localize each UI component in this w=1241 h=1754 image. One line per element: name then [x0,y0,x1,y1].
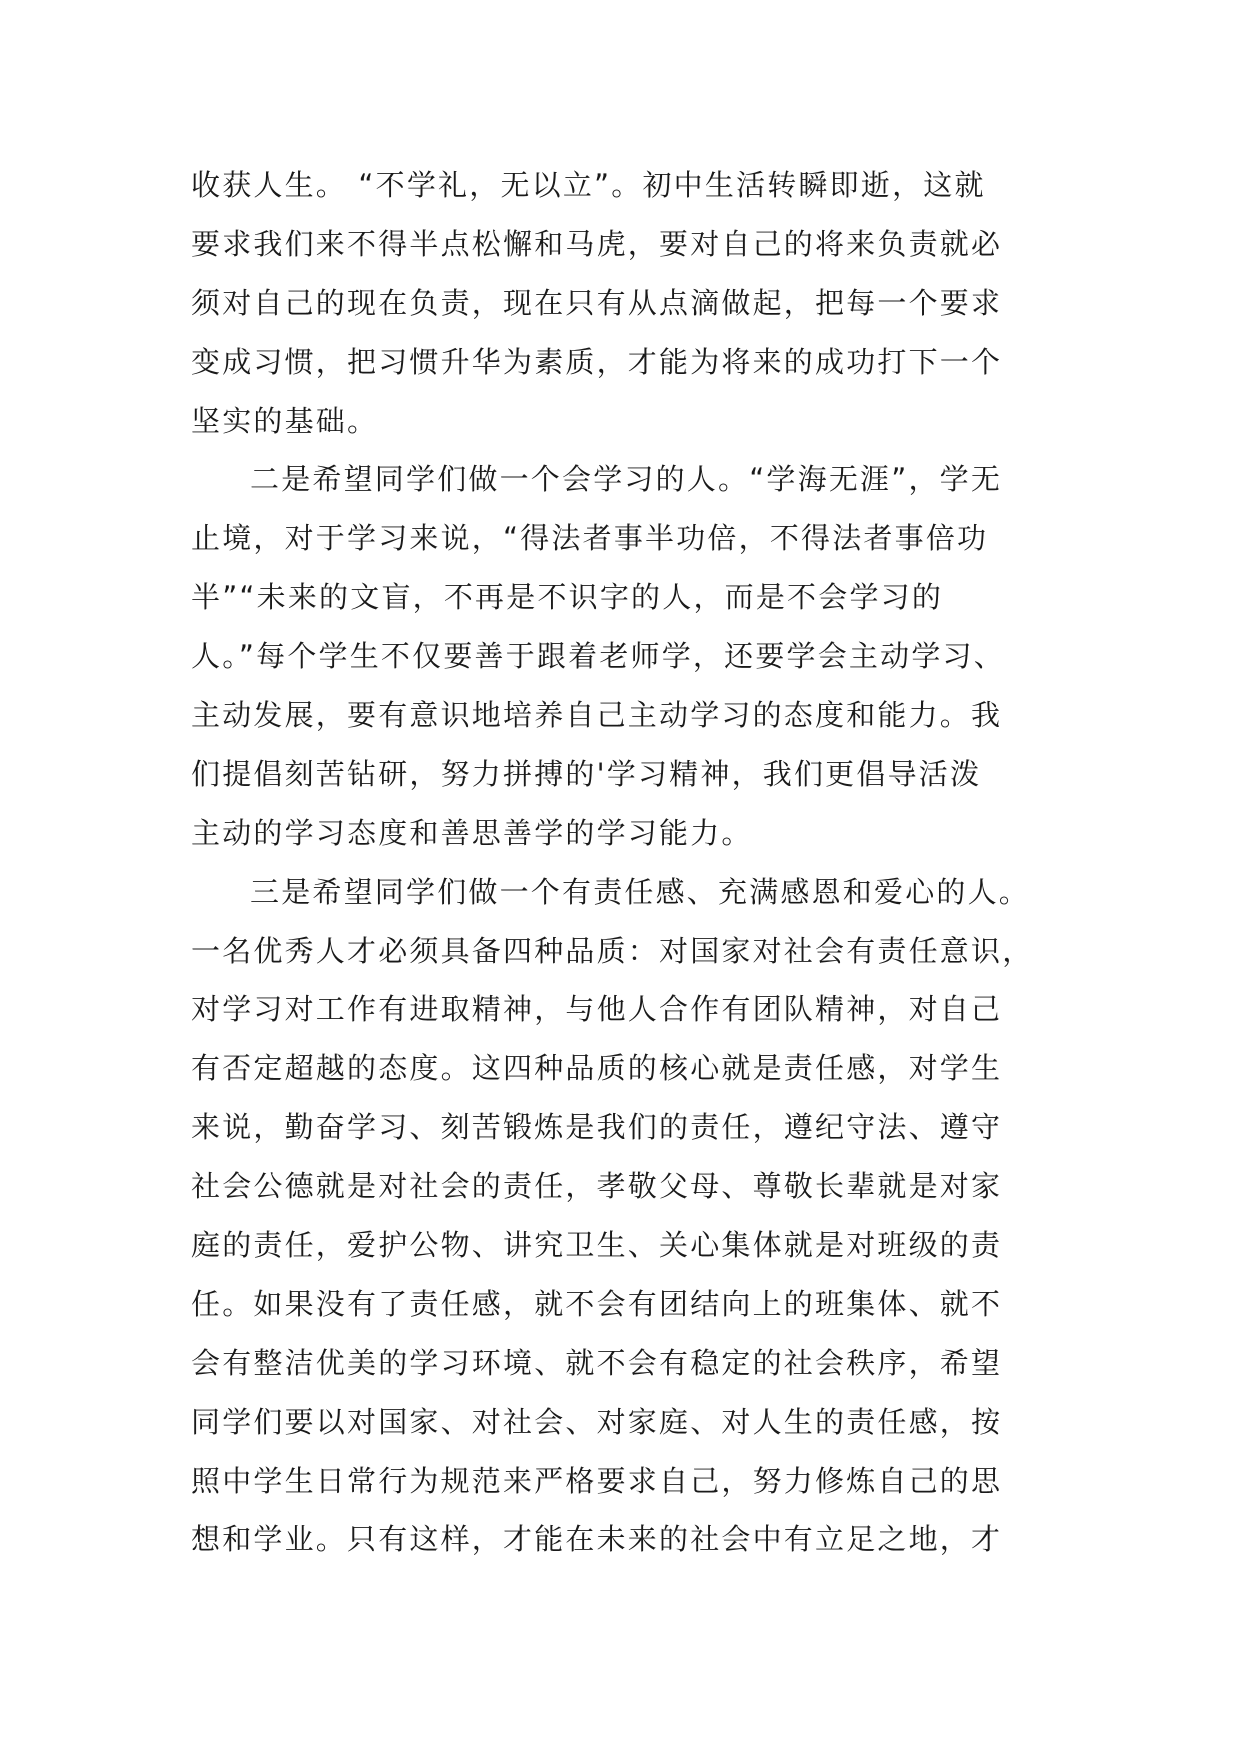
text-line: 主动的学习态度和善思善学的学习能力。 [191,815,753,850]
text-line: 任。如果没有了责任感，就不会有团结向上的班集体、就不 [191,1286,1003,1321]
text-line: 庭的责任，爱护公物、讲究卫生、关心集体就是对班级的责 [191,1228,1003,1263]
text-line: 想和学业。只有这样，才能在未来的社会中有立足之地，才 [191,1522,1003,1557]
text-line: 们提倡刻苦钻研，努力拼搏的'学习精神，我们更倡导活泼 [191,756,982,791]
text-line: 坚实的基础。 [191,403,379,438]
text-line: 要求我们来不得半点松懈和马虎，要对自己的将来负责就必 [191,226,1003,261]
text-line: 二是希望同学们做一个会学习的人。“学海无涯”，学无 [250,462,1003,497]
text-line: 对学习对工作有进取精神，与他人合作有团队精神，对自己 [191,992,1003,1027]
text-line: 社会公德就是对社会的责任，孝敬父母、尊敬长辈就是对家 [191,1169,1003,1204]
text-line: 三是希望同学们做一个有责任感、充满感恩和爱心的人。 [250,874,1031,909]
text-line: 主动发展，要有意识地培养自己主动学习的态度和能力。我 [191,698,1003,733]
body-text [191,156,1051,1569]
text-line: 来说，勤奋学习、刻苦锻炼是我们的责任，遵纪守法、遵守 [191,1110,1003,1145]
text-line: 半”“未来的文盲，不再是不识字的人，而是不会学习的 [191,580,944,615]
text-line: 照中学生日常行为规范来严格要求自己，努力修炼自己的思 [191,1463,1003,1498]
text-line: 有否定超越的态度。这四种品质的核心就是责任感，对学生 [191,1051,1003,1086]
text-line: 止境，对于学习来说，“得法者事半功倍，不得法者事倍功 [191,521,989,556]
text-line: 变成习惯，把习惯升华为素质，才能为将来的成功打下一个 [191,344,1003,379]
text-line: 人。”每个学生不仅要善于跟着老师学，还要学会主动学习、 [191,639,1005,674]
text-line: 收获人生。 “不学礼，无以立”。初中生活转瞬即逝，这就 [191,168,986,202]
text-line: 一名优秀人才必须具备四种品质：对国家对社会有责任意识， [191,933,1034,968]
text-line: 同学们要以对国家、对社会、对家庭、对人生的责任感，按 [191,1404,1003,1439]
text-line: 会有整洁优美的学习环境、就不会有稳定的社会秩序，希望 [191,1345,1003,1380]
text-line: 须对自己的现在负责，现在只有从点滴做起，把每一个要求 [191,285,1003,320]
